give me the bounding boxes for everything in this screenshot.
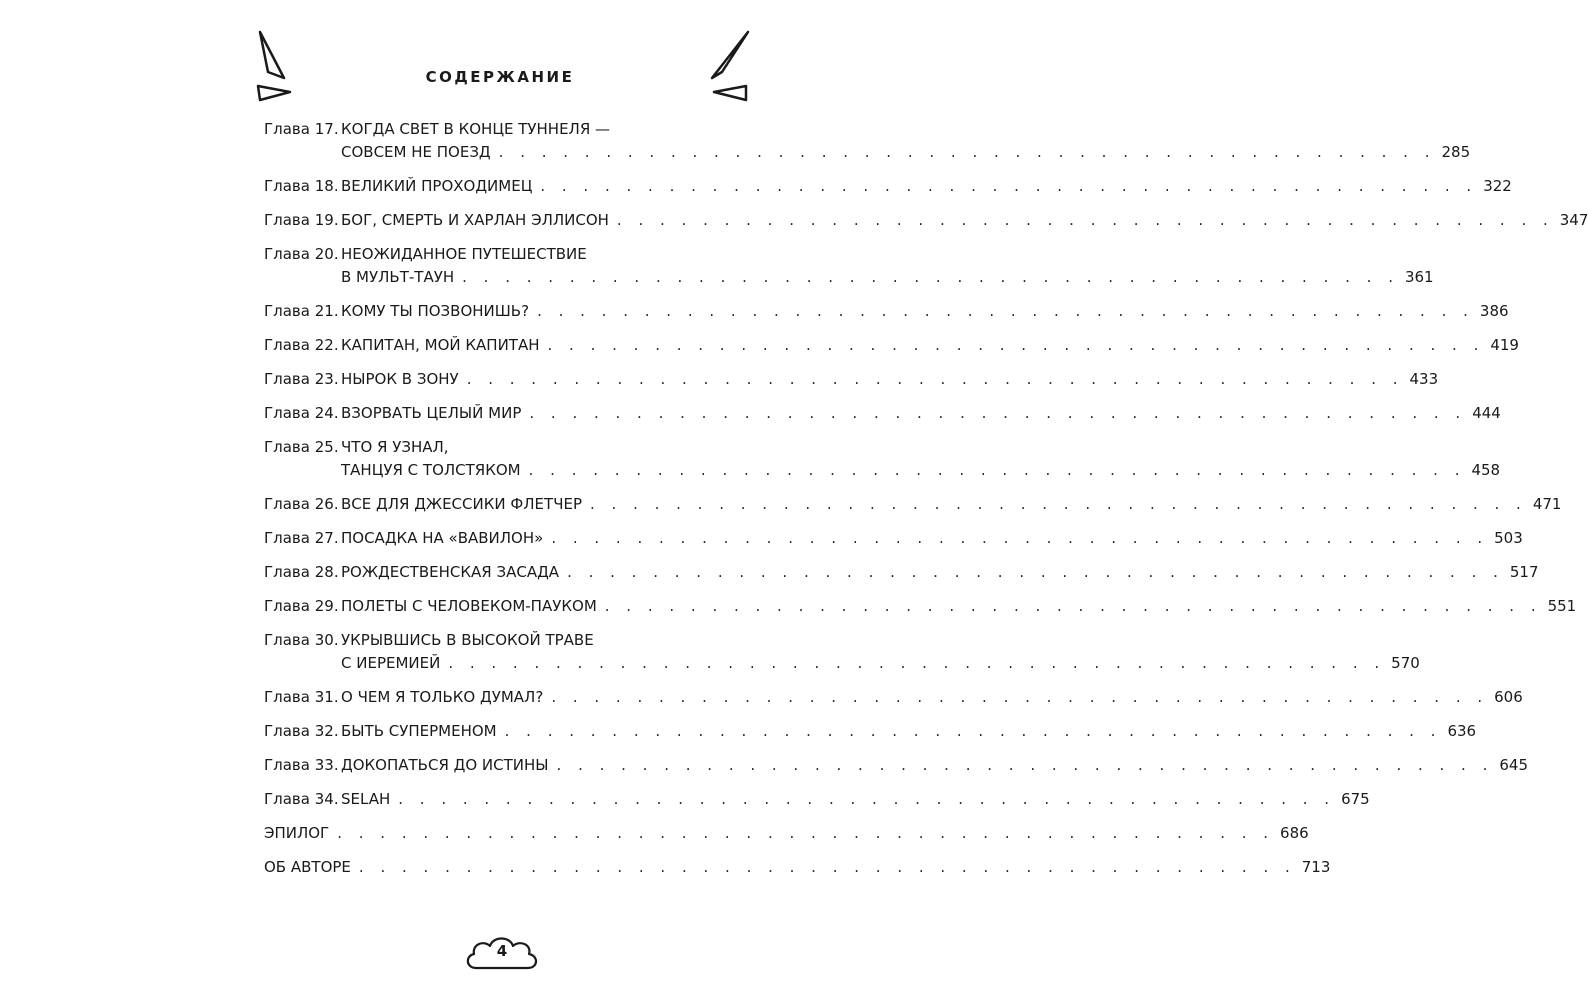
toc-entry: [264, 788, 1370, 811]
chapter-title: ВСЕ ДЛЯ ДЖЕССИКИ ФЛЕТЧЕР: [341, 495, 582, 513]
toc-entry: [264, 175, 1512, 198]
chapter-number: Глава 29.: [264, 597, 339, 615]
dot-leader: . . . . . . . . . . . . . . . . . . . . . . . . . . . . . . . . . . . . . . . . . . . .: [556, 756, 1494, 774]
toc-entry: [264, 595, 1577, 618]
page-reference: 471: [1532, 495, 1562, 513]
chapter-title: ЭПИЛОГ: [264, 824, 330, 842]
chapter-number: Глава 26.: [264, 495, 339, 513]
toc-entry-line: [264, 856, 1331, 879]
dot-leader: . . . . . . . . . . . . . . . . . . . . . . . . . . . . . . . . . . . . . . . . . . . .: [498, 143, 1436, 161]
chapter-title: ПОЛЕТЫ С ЧЕЛОВЕКОМ-ПАУКОМ: [341, 597, 597, 615]
toc-entry: [264, 561, 1539, 584]
page-number: 4: [496, 942, 508, 960]
dot-leader: . . . . . . . . . . . . . . . . . . . . . . . . . . . . . . . . . . . . . . . . . . . .: [551, 688, 1489, 706]
corner-spike-icon-left: [254, 28, 294, 104]
chapter-title: ЧТО Я УЗНАЛ,: [341, 438, 449, 456]
toc-entry: [264, 493, 1562, 516]
chapter-title: ДОКОПАТЬСЯ ДО ИСТИНЫ: [341, 756, 549, 774]
page-reference: 285: [1441, 143, 1471, 161]
chapter-title: УКРЫВШИСЬ В ВЫСОКОЙ ТРАВЕ: [341, 631, 594, 649]
page-reference: 606: [1494, 688, 1523, 706]
toc-entry-line: [264, 527, 1523, 550]
toc-entry: [264, 686, 1523, 709]
page-reference: 433: [1409, 370, 1439, 388]
chapter-number: Глава 31.: [264, 688, 339, 706]
toc-entry: [264, 629, 1420, 675]
page-reference: 347: [1559, 211, 1588, 229]
dot-leader: . . . . . . . . . . . . . . . . . . . . . . . . . . . . . . . . . . . . . . . . . . . .: [567, 563, 1504, 581]
toc-entry: [264, 368, 1439, 391]
toc-entry-line: [264, 686, 1523, 709]
toc-entry-line: [264, 561, 1539, 584]
chapter-title: БЫТЬ СУПЕРМЕНОМ: [341, 722, 497, 740]
dot-leader: . . . . . . . . . . . . . . . . . . . . . . . . . . . . . . . . . . . . . . . . . . . .: [504, 722, 1442, 740]
toc-entry: [264, 243, 1434, 289]
page-reference: 713: [1301, 858, 1331, 876]
chapter-number: Глава 33.: [264, 756, 339, 774]
chapter-number: Глава 19.: [264, 211, 339, 229]
dot-leader: . . . . . . . . . . . . . . . . . . . . . . . . . . . . . . . . . . . . . . . . . . . .: [398, 790, 1336, 808]
toc-entry-line: [264, 402, 1501, 425]
toc-entry: [264, 334, 1519, 357]
chapter-number: Глава 20.: [264, 245, 339, 263]
toc-entry-line: [264, 436, 742, 459]
chapter-title: СОВСЕМ НЕ ПОЕЗД: [341, 143, 491, 161]
chapter-number: Глава 34.: [264, 790, 339, 808]
toc-entry-line: [264, 459, 1501, 482]
page-reference: 322: [1483, 177, 1512, 195]
chapter-title: ОБ АВТОРЕ: [264, 858, 351, 876]
dot-leader: . . . . . . . . . . . . . . . . . . . . . . . . . . . . . . . . . . . . . . . . . . . .: [537, 302, 1474, 320]
toc-entry-line: [264, 822, 1309, 845]
toc-entry-line: [264, 629, 742, 652]
page-reference: 386: [1479, 302, 1509, 320]
toc-entry: [264, 822, 1309, 845]
toc-entry-line: [264, 493, 1562, 516]
toc-entry-line: [264, 266, 1434, 289]
chapter-number: Глава 24.: [264, 404, 339, 422]
page-reference: 675: [1341, 790, 1370, 808]
chapter-title: КОМУ ТЫ ПОЗВОНИШЬ?: [341, 302, 530, 320]
toc-entry: [264, 402, 1501, 425]
toc-entry-line: [264, 652, 1420, 675]
chapter-title: КАПИТАН, МОЙ КАПИТАН: [341, 336, 540, 354]
chapter-number: Глава 21.: [264, 302, 339, 320]
toc-entry-line: [264, 118, 742, 141]
toc-entry-line: [264, 334, 1519, 357]
chapter-number: Глава 27.: [264, 529, 339, 547]
toc-entry: [264, 754, 1528, 777]
dot-leader: . . . . . . . . . . . . . . . . . . . . . . . . . . . . . . . . . . . . . . . . . . . .: [337, 824, 1275, 842]
dot-leader: . . . . . . . . . . . . . . . . . . . . . . . . . . . . . . . . . . . . . . . . . . . .: [551, 529, 1489, 547]
toc-entry-line: [264, 300, 1509, 323]
page-reference: 503: [1494, 529, 1523, 547]
page-reference: 645: [1499, 756, 1528, 774]
page-reference: 570: [1391, 654, 1420, 672]
dot-leader: . . . . . . . . . . . . . . . . . . . . . . . . . . . . . . . . . . . . . . . . . . . .: [529, 404, 1467, 422]
dot-leader: . . . . . . . . . . . . . . . . . . . . . . . . . . . . . . . . . . . . . . . . . . . .: [462, 268, 1399, 286]
chapter-number: Глава 28.: [264, 563, 339, 581]
toc-entry-line: [264, 788, 1370, 811]
toc-entry-line: [264, 209, 1588, 232]
chapter-number: Глава 18.: [264, 177, 339, 195]
table-of-contents: [264, 118, 1588, 890]
page-reference: 458: [1471, 461, 1501, 479]
toc-entry: [264, 720, 1477, 743]
chapter-title: ВЗОРВАТЬ ЦЕЛЫЙ МИР: [341, 404, 522, 422]
page-reference: 419: [1490, 336, 1519, 354]
dot-leader: . . . . . . . . . . . . . . . . . . . . . . . . . . . . . . . . . . . . . . . . . . . .: [540, 177, 1478, 195]
toc-entry: [264, 209, 1588, 232]
corner-spike-icon-right: [708, 28, 752, 104]
chapter-title: С ИЕРЕМИЕЙ: [341, 654, 441, 672]
chapter-number: Глава 22.: [264, 336, 339, 354]
chapter-title: SELAH: [341, 790, 391, 808]
dot-leader: . . . . . . . . . . . . . . . . . . . . . . . . . . . . . . . . . . . . . . . . . . . .: [547, 336, 1485, 354]
chapter-title: ВЕЛИКИЙ ПРОХОДИМЕЦ: [341, 177, 533, 195]
chapter-title: В МУЛЬТ-ТАУН: [341, 268, 455, 286]
chapter-title: КОГДА СВЕТ В КОНЦЕ ТУННЕЛЯ —: [341, 120, 611, 138]
toc-entry-line: [264, 368, 1439, 391]
chapter-title: НЫРОК В ЗОНУ: [341, 370, 459, 388]
toc-entry: [264, 436, 1501, 482]
page-reference: 551: [1547, 597, 1577, 615]
chapter-number: Глава 23.: [264, 370, 339, 388]
chapter-number: Глава 32.: [264, 722, 339, 740]
toc-entry: [264, 118, 1471, 164]
chapter-title: НЕОЖИДАННОЕ ПУТЕШЕСТВИЕ: [341, 245, 587, 263]
dot-leader: . . . . . . . . . . . . . . . . . . . . . . . . . . . . . . . . . . . . . . . . . . . .: [604, 597, 1542, 615]
toc-entry: [264, 300, 1509, 323]
dot-leader: . . . . . . . . . . . . . . . . . . . . . . . . . . . . . . . . . . . . . . . . . . . .: [448, 654, 1386, 672]
toc-entry-line: [264, 720, 1477, 743]
dot-leader: . . . . . . . . . . . . . . . . . . . . . . . . . . . . . . . . . . . . . . . . . . . .: [466, 370, 1404, 388]
chapter-number: Глава 25.: [264, 438, 339, 456]
chapter-number: Глава 30.: [264, 631, 339, 649]
dot-leader: . . . . . . . . . . . . . . . . . . . . . . . . . . . . . . . . . . . . . . . . . . . .: [528, 461, 1466, 479]
toc-entry-line: [264, 754, 1528, 777]
toc-entry: [264, 856, 1331, 879]
toc-entry-line: [264, 243, 742, 266]
dot-leader: . . . . . . . . . . . . . . . . . . . . . . . . . . . . . . . . . . . . . . . . . . . .: [590, 495, 1527, 513]
page-number-badge: [462, 930, 542, 976]
chapter-title: ПОСАДКА НА «ВАВИЛОН»: [341, 529, 544, 547]
page-reference: 636: [1447, 722, 1477, 740]
page-reference: 686: [1280, 824, 1309, 842]
page-reference: 444: [1472, 404, 1501, 422]
page-reference: 361: [1404, 268, 1434, 286]
toc-entry: [264, 527, 1523, 550]
page-reference: 517: [1509, 563, 1539, 581]
chapter-title: О ЧЕМ Я ТОЛЬКО ДУМАЛ?: [341, 688, 544, 706]
page-title: СОДЕРЖАНИЕ: [425, 68, 575, 86]
dot-leader: . . . . . . . . . . . . . . . . . . . . . . . . . . . . . . . . . . . . . . . . . . . .: [358, 858, 1296, 876]
chapter-title: БОГ, СМЕРТЬ И ХАРЛАН ЭЛЛИСОН: [341, 211, 609, 229]
toc-entry-line: [264, 595, 1577, 618]
dot-leader: . . . . . . . . . . . . . . . . . . . . . . . . . . . . . . . . . . . . . . . . . . . .: [616, 211, 1554, 229]
chapter-title: ТАНЦУЯ С ТОЛСТЯКОМ: [341, 461, 521, 479]
toc-entry-line: [264, 141, 1471, 164]
chapter-title: РОЖДЕСТВЕНСКАЯ ЗАСАДА: [341, 563, 560, 581]
chapter-number: Глава 17.: [264, 120, 339, 138]
toc-entry-line: [264, 175, 1512, 198]
